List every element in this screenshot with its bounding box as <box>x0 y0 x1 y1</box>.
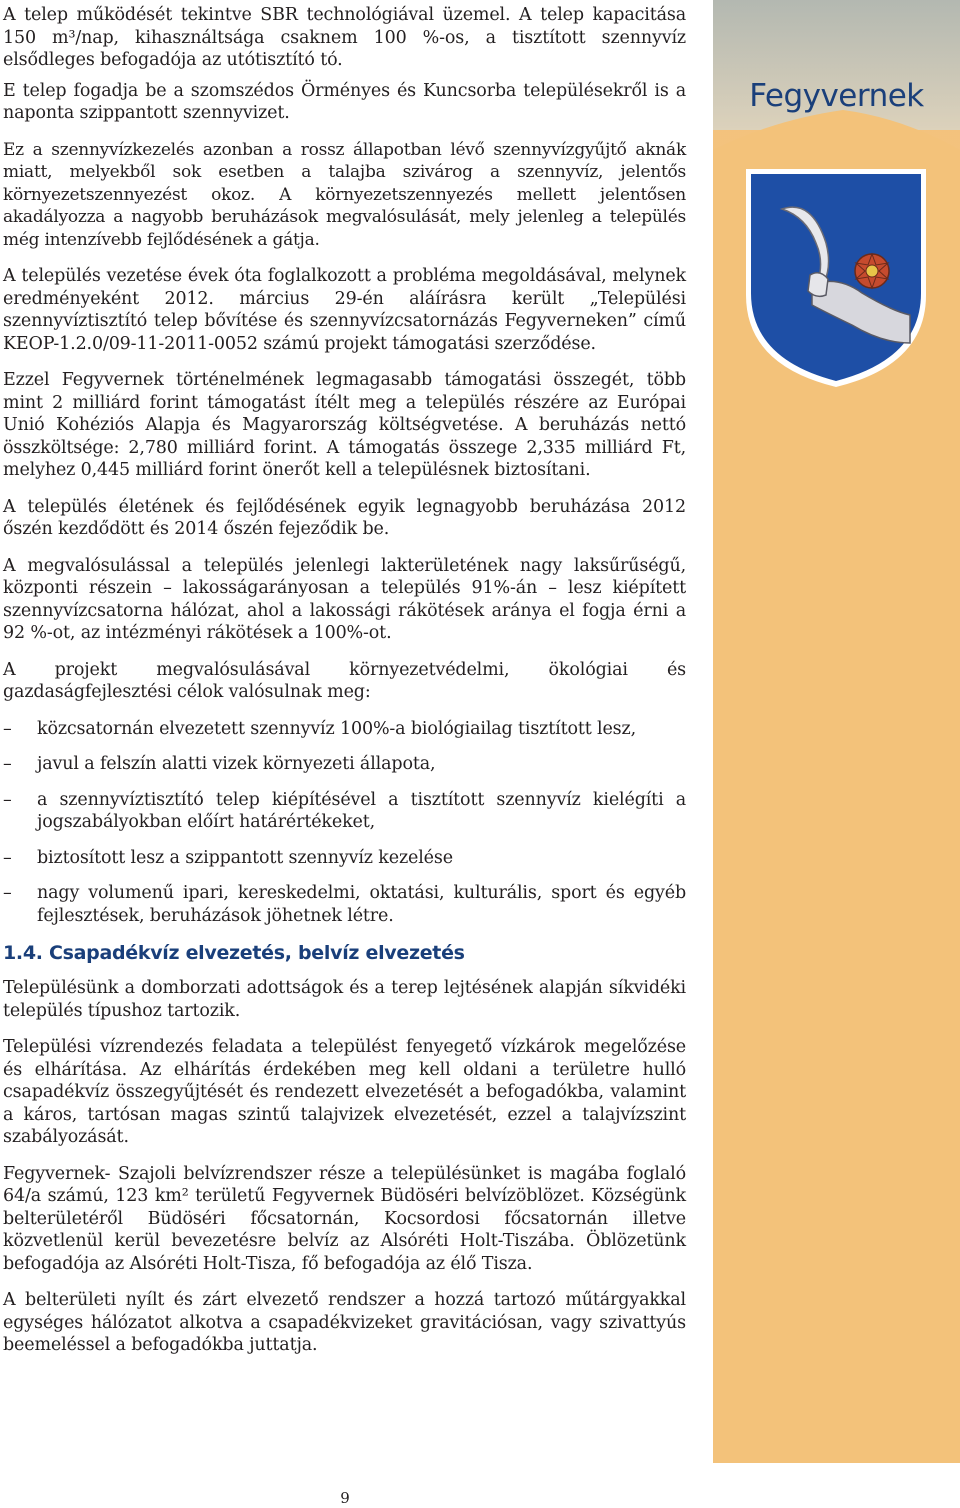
list-item-text: nagy volumenű ipari, kereskedelmi, oktatási, kulturális, sport és egyéb fejlesztések, beruházások jöhetnek létre. <box>37 883 686 926</box>
paragraph: A megvalósulással a település jelenlegi lakterületének nagy laksűrűségű, központi részein – lakosságarányosan a település 91%-án – lesz kiépített szennyvízcsatorna hálózat, ahol a lakossági rákötések aránya el fogja érni a 92 %-ot, az intézményi rákötések a 100%-ot. <box>3 555 686 643</box>
paragraph: A település vezetése évek óta foglalkozott a probléma megoldásával, melynek eredményeként 2012. március 29-én aláírásra került „Települési szennyvíztisztító telep bővítése és szennyvízcsatornázás Fegyverneken” című KEOP-1.2.0/09-11-2011-0052 számú projekt támogatási szerződése. <box>3 266 686 354</box>
main-text-column <box>3 4 686 1371</box>
page-number: 9 <box>340 1489 350 1507</box>
list-item <box>3 718 686 741</box>
paragraph: A település életének és fejlődésének egyik legnagyobb beruházása 2012 őszén kezdődött és 2014 őszén fejeződik be. <box>3 496 686 539</box>
section-heading: 1.4. Csapadékvíz elvezetés, belvíz elvezetés <box>3 942 465 964</box>
list-dash: – <box>3 718 12 739</box>
paragraph: Fegyvernek- Szajoli belvízrendszer része a településünket is magába foglaló 64/a számú, 123 km² területű Fegyvernek Büdöséri belvízöblözet. Községünk belterületéről Büdöséri főcsatornán, Kocsordosi főcsatornán illetve közvetlenül kerül bevezetésre belvíz az Alsóréti Holt-Tiszába. Öblözetünk befogadója az Alsóréti Holt-Tisza, fő befogadója az élő Tisza. <box>3 1163 686 1274</box>
list-item-text: közcsatornán elvezetett szennyvíz 100%-a biológiailag tisztított lesz, <box>37 718 636 739</box>
list-item <box>3 753 686 776</box>
paragraph: Ezzel Fegyvernek történelmének legmagasabb támogatási összegét, több mint 2 milliárd forint támogatást ítélt meg a település részére az Európai Unió Kohéziós Alapja és Magyarország költségvetése. A beruházás nettó összköltsége: 2,780 milliárd forint. A támogatás összege 2,335 milliárd Ft, melyhez 0,445 milliárd forint önerőt kell a településnek biztosítani. <box>3 370 686 480</box>
list-dash: – <box>3 847 12 868</box>
paragraph: A telep működését tekintve SBR technológiával üzemel. A telep kapacitása 150 m³/nap, kihasználtsága csaknem 100 %-os, a tisztított szennyvíz elsődleges befogadója az utótisztító tó. <box>3 5 686 70</box>
paragraph: Ez a szennyvízkezelés azonban a rossz állapotban lévő szennyvízgyűjtő aknák miatt, melyekből sok esetben a talajba szivárog a szennyvíz, jelentős környezetszennyezést okoz. A környezetszennyezés mellett jelentősen akadályozza a nagyobb beruházások megvalósulását, mely jelenleg a település még intenzívebb fejlődésének a gátja. <box>3 139 686 250</box>
paragraph: A projekt megvalósulásával környezetvédelmi, ökológiai és gazdaságfejlesztési célok valósulnak meg: <box>3 659 686 702</box>
list-item-text: a szennyvíztisztító telep kiépítésével a tisztított szennyvíz kielégíti a jogszabályokban előírt határértékeket, <box>37 789 686 832</box>
list-item <box>3 882 686 927</box>
paragraph: E telep fogadja be a szomszédos Örményes és Kuncsorba településekről is a naponta szippantott szennyvizet. <box>3 80 686 123</box>
list-dash: – <box>3 883 12 903</box>
list-item-text: javul a felszín alatti vizek környezeti állapota, <box>37 754 436 774</box>
list-dash: – <box>3 789 12 810</box>
paragraph: Településünk a domborzati adottságok és a terep lejtésének alapján síkvidéki település típushoz tartozik. <box>3 978 686 1021</box>
paragraph: A belterületi nyílt és zárt elvezető rendszer a hozzá tartozó műtárgyakkal egységes hálózatot alkotva a csapadékvizeket gravitációsan, vagy szivattyús beemeléssel a befogadókba juttatja. <box>3 1290 686 1355</box>
list-item <box>3 789 686 834</box>
list-item-text: biztosított lesz a szippantott szennyvíz kezelése <box>37 847 453 868</box>
list-item <box>3 847 686 870</box>
paragraph: Települési vízrendezés feladata a települést fenyegető vízkárok megelőzése és elhárítása. Az elhárítás érdekében meg kell oldani a területre hulló csapadékvíz összegyűjtését és rendezett elvezetését a befogadókba, valamint a káros, tartósan magas szintű talajvizek elvezetését, ezzel a talajvízszint szabályozását. <box>3 1037 686 1147</box>
coat-of-arms-icon <box>742 165 930 391</box>
town-name: Fegyvernek <box>749 78 924 114</box>
goals-list <box>3 718 686 928</box>
list-dash: – <box>3 754 12 774</box>
